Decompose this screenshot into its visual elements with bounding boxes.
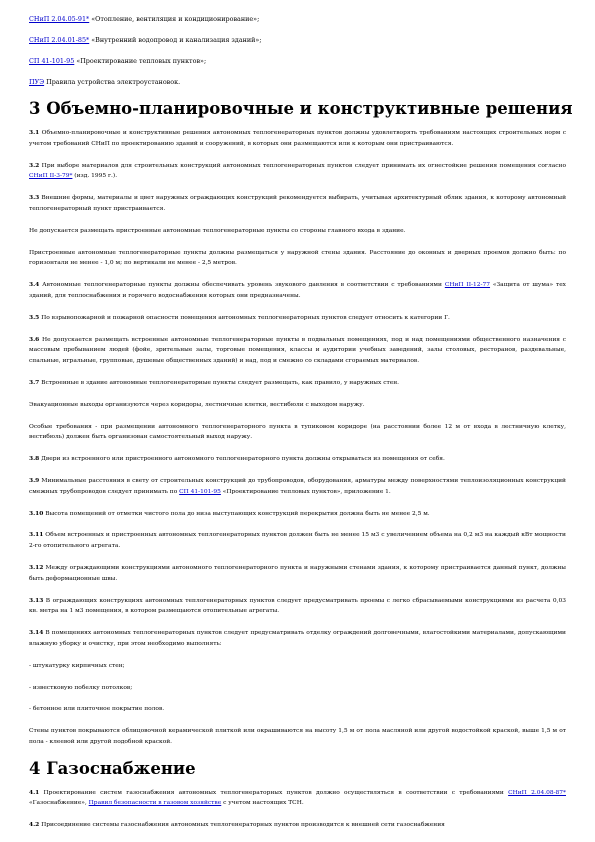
paragraph-text: Внешние формы, материалы и цвет наружных ограждающих конструкций рекомендуется выбирать, учитывая архитектурный облик здания, к которому автономный теплогенераторный пункт пристраивается.: [29, 195, 566, 212]
paragraph-text: Присоединение системы газоснабжения автономных теплогенераторных пунктов производится к внешней сети газоснабжения: [39, 822, 445, 829]
list-item: - бетонное или плиточное покрытие полов.: [29, 706, 165, 713]
paragraph-text: «Проектирование тепловых пунктов», приложение 1.: [220, 488, 391, 495]
paragraph-text: Между ограждающими конструкциями автономного теплогенераторного пункта и наружными стенами здания, к которому пристраивается данный пункт, должны быть деформационные швы.: [29, 564, 566, 582]
paragraph-text: «Защита от шума» тех зданий, для теплоснабжения и горячего водоснабжения которых они предназначены.: [29, 282, 566, 299]
paragraph-text: Эвакуационные выходы организуются через коридоры, лестничные клетки, вестибюли с выходом наружу.: [29, 401, 365, 408]
paragraph-text: Проектирование систем газоснабжения автономных теплогенераторных пунктов должно осуществляться в соответствии с требованиями: [39, 789, 509, 796]
safety-rules-link[interactable]: Правил безопасности в газовом хозяйстве: [88, 800, 222, 807]
clause-number: 3.9: [29, 476, 40, 484]
clause-number: 3.13: [29, 596, 44, 604]
paragraph-text: При выборе материалов для строительных конструкций автономных теплогенераторных пунктов следует принимать их огнестойкие решения помещения согласно: [39, 162, 566, 169]
section-3-heading: 3 Объемно-планировочные и конструктивные решения: [29, 99, 573, 118]
reference-link[interactable]: ПУЭ: [29, 78, 45, 86]
paragraph-3-2: [29, 161, 566, 183]
reference-item: [29, 57, 566, 65]
paragraph-3-6: [29, 335, 566, 367]
paragraph-text: Минимальные расстояния в свету от строительных конструкций до трубопроводов, оборудования, арматуры между поверхностями теплоизоляционных конструкций смежных трубопроводов следует принимать по: [29, 477, 566, 495]
reference-text: «Проектирование тепловых пунктов»;: [74, 57, 207, 65]
clause-number: 3.1: [29, 129, 40, 136]
paragraph-text: Высота помещений от отметки чистого пола до низа выступающих конструкций перекрытия должна быть не менее 2,5 м.: [43, 510, 430, 517]
paragraph-text: Не допускается размещать встроенные автономные теплогенераторные пункты в подвальных помещениях, под и над помещениями общественного назначения с массовым пребыванием людей (фойе, зрительные залы, торговые помещения, классы и аудитории учебных заведений, залы столовых, ресторанов, раздевальные, спальные, игральные, групповые, душевые общественных зданий) и над, под и смежно со складами сгораемых материалов.: [29, 336, 566, 365]
paragraph-text: В помещениях автономных теплогенераторных пунктов следует предусматривать отделку ограждений долговечными, влагостойкими материалами, допускающими влажную уборку и очистку, при этом необходимо выполнять:: [29, 630, 566, 647]
clause-number: 4.2: [29, 821, 40, 829]
snip-link[interactable]: СНиП II-3-79*: [29, 173, 73, 180]
clause-number: 3.10: [29, 509, 44, 517]
paragraph-text: Объем встроенных и пристроенных автономных теплогенераторных пунктов должен быть не менее 15 м3 с увеличением объема на 0,2 м3 на каждый кВт мощности 2-го отопительного агрегата.: [29, 532, 566, 550]
clause-number: 3.6: [29, 335, 40, 343]
snip-link[interactable]: СНиП II-12-77: [444, 282, 491, 289]
paragraph-text: Автономные теплогенераторные пункты должны обеспечивать уровень звукового давления в соответствии с требованиями: [39, 282, 445, 289]
section-4-heading: 4 Газоснабжение: [29, 758, 196, 778]
paragraph-text: с учетом настоящих ТСН.: [221, 800, 304, 807]
paragraph-3-10: [29, 509, 566, 520]
reference-text: «Отопление, вентиляция и кондиционирование»;: [89, 15, 260, 23]
paragraph-3-8: [29, 454, 566, 465]
paragraph-3-4: [29, 280, 566, 302]
paragraph-text: Объемно-планировочные и конструктивные решения автономных теплогенераторных пунктов должны удовлетворять требованиям настоящих строительных норм с учетом требований СНиП по проектированию зданий и сооружений, в которых они размещаются или к которым они пристраиваются.: [29, 130, 566, 147]
reference-item: [29, 78, 566, 86]
paragraph-4-1: [29, 788, 566, 810]
clause-number: 3.7: [29, 378, 40, 386]
clause-number: 3.14: [29, 629, 44, 637]
clause-number: 3.12: [29, 563, 44, 571]
paragraph-4-2: [29, 820, 566, 831]
clause-number: 3.8: [29, 455, 40, 463]
paragraph-text: Встроенные в здание автономные теплогенераторные пункты следует размещать, как правило, у наружных стен.: [39, 379, 400, 386]
paragraph-3-1: [29, 128, 566, 150]
paragraph-text: (изд. 1995 г.).: [72, 173, 118, 180]
paragraph-3-13: [29, 596, 566, 618]
paragraph-3-12: [29, 563, 566, 585]
reference-text: Правила устройства электроустановок.: [44, 78, 181, 86]
clause-number: 3.2: [29, 161, 40, 169]
reference-item: [29, 36, 566, 44]
reference-link[interactable]: СП 41-101-95: [29, 57, 75, 65]
reference-link[interactable]: СНиП 2.04.01-85*: [29, 36, 90, 44]
reference-link[interactable]: СНиП 2.04.05-91*: [29, 15, 90, 23]
clause-number: 3.3: [29, 194, 40, 202]
reference-item: [29, 15, 566, 23]
paragraph-text: Пристроенные автономные теплогенераторные пункты должны размещаться у наружной стены здания. Расстояние до оконных и дверных проемов должно быть: по горизонтали не менее - 1,0 м; по вертикали не менее - 2,5 метров.: [29, 249, 566, 267]
paragraph-text: Не допускается размещать пристроенные автономные теплогенераторные пункты со стороны главного входа в здание.: [29, 227, 406, 234]
list-item: - штукатурку кирпичных стен;: [29, 662, 125, 669]
clause-number: 3.11: [29, 531, 44, 539]
snip-link[interactable]: СНиП 2.04.08-87*: [508, 789, 566, 796]
clause-number: 3.5: [29, 313, 40, 321]
paragraph-text: По взрывопожарной и пожарной опасности помещения автономных теплогенераторных пунктов следует относить к категории Г.: [39, 314, 450, 321]
paragraph-3-11: [29, 530, 566, 552]
paragraph-3-14: [29, 628, 566, 650]
paragraph-3-7: [29, 378, 566, 389]
clause-number: 3.4: [29, 281, 40, 289]
paragraph-text: Особые требования - при размещении автономного теплогенераторного пункта в тупиковом коридоре (на расстоянии более 12 м от входа в лестничную клетку, вестибюль) должен быть организован самостоятельный выход наружу.: [29, 423, 566, 441]
paragraph-text: «Газоснабжение»,: [29, 800, 89, 807]
paragraph-text: Двери из встроенного или пристроенного автономного теплогенераторного пункта должны открываться из помещения от себя.: [39, 456, 445, 463]
sp-link[interactable]: СП 41-101-95: [179, 488, 221, 495]
reference-text: «Внутренний водопровод и канализация зданий»;: [89, 36, 262, 44]
clause-number: 4.1: [29, 788, 40, 796]
paragraph-text: В ограждающих конструкциях автономных теплогенераторных пунктов следует предусматривать проемы с легко сбрасываемыми конструкциями из расчета 0,03 кв. метра на 1 м3 помещения, в котором размещаются отопительные агрегаты.: [29, 597, 566, 615]
paragraph-text: Стены пунктов покрываются облицовочной керамической плиткой или окрашиваются на высоту 1,5 м от пола масляной или другой водостойкой краской, выше 1,5 м от пола - клеевой или другой подобной краской.: [29, 728, 566, 745]
paragraph-3-3: [29, 193, 566, 215]
paragraph-3-9: [29, 476, 566, 498]
list-item: - известковую побелку потолков;: [29, 684, 133, 691]
paragraph-3-5: [29, 313, 566, 324]
